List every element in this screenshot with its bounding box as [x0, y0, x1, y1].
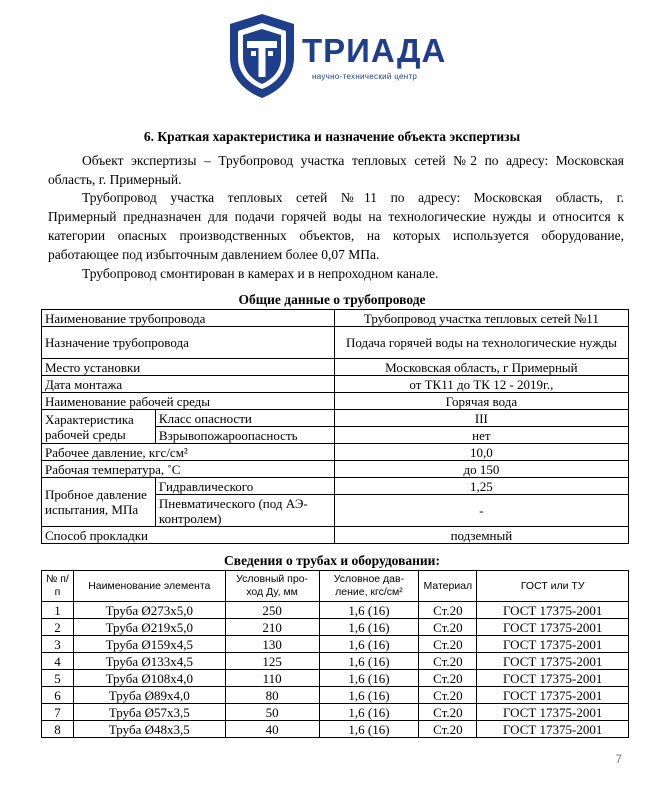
- table-row: [42, 670, 629, 687]
- table-cell: 1,6 (16): [319, 704, 419, 721]
- general-table-title: Общие данные о трубопроводе: [238, 292, 426, 307]
- paragraph-3: [48, 264, 624, 283]
- table-cell: ГОСТ 17375-2001: [477, 721, 629, 738]
- table-row: [42, 619, 629, 636]
- table-row: [42, 478, 629, 495]
- paragraph-line: область, г. Примерный.: [48, 172, 182, 187]
- table-row: [42, 444, 629, 461]
- table-row: [42, 376, 629, 393]
- table-cell: ГОСТ 17375-2001: [477, 687, 629, 704]
- table-cell: Московская область, г Примерный: [334, 359, 628, 376]
- table-cell: ГОСТ 17375-2001: [477, 636, 629, 653]
- page-number: 7: [615, 752, 622, 766]
- table-cell: от ТК11 до ТК 12 - 2019г.,: [334, 376, 628, 393]
- table-cell: Пробное давление испытания, МПа: [42, 478, 156, 527]
- company-logo: [226, 12, 456, 100]
- table-cell: 4: [42, 653, 74, 670]
- table-row: [42, 704, 629, 721]
- table-cell: Подача горячей воды на технологические нужды: [334, 327, 628, 359]
- table-row: [42, 393, 629, 410]
- table-cell: Труба Ø273х5,0: [73, 602, 225, 619]
- table-cell: 50: [225, 704, 319, 721]
- table-row: [42, 359, 629, 376]
- equipment-table: [41, 570, 629, 738]
- table-row: [42, 721, 629, 738]
- table-cell: 110: [225, 670, 319, 687]
- table-cell: 3: [42, 636, 74, 653]
- paragraph-2: [48, 188, 624, 264]
- table-cell: Труба Ø48х3,5: [73, 721, 225, 738]
- table-row: [42, 327, 629, 359]
- paragraph-1: [48, 151, 624, 189]
- table-cell: Наименование рабочей среды: [42, 393, 335, 410]
- column-header: ГОСТ или ТУ: [477, 571, 629, 602]
- table-cell: Способ прокладки: [42, 527, 335, 544]
- paragraph-line: категории опасных производственных объектов, на которых используется оборудование,: [48, 228, 624, 243]
- table-cell: 125: [225, 653, 319, 670]
- shield-icon: [226, 12, 298, 100]
- paragraph-line: Примерный предназначен для подачи горячей воды на технологические нужды и относится к: [48, 209, 624, 224]
- table-cell: Место установки: [42, 359, 335, 376]
- column-header: Условный про-ход Ду, мм: [225, 571, 319, 602]
- table-row: [42, 310, 629, 327]
- table-cell: 1,6 (16): [319, 619, 419, 636]
- table-cell: Рабочее давление, кгс/см²: [42, 444, 335, 461]
- table-cell: Труба Ø159х4,5: [73, 636, 225, 653]
- table-cell: 1,6 (16): [319, 687, 419, 704]
- table-cell: Ст.20: [419, 704, 477, 721]
- table-cell: 130: [225, 636, 319, 653]
- table-header-row: [42, 571, 629, 602]
- table-cell: 1,6 (16): [319, 653, 419, 670]
- table-cell: 8: [42, 721, 74, 738]
- table-cell: Трубопровод участка тепловых сетей №11: [334, 310, 628, 327]
- table-cell: Труба Ø108х4,0: [73, 670, 225, 687]
- table-cell: 1,6 (16): [319, 602, 419, 619]
- table-cell: Взрывопожароопасность: [155, 427, 334, 444]
- table-cell: ГОСТ 17375-2001: [477, 602, 629, 619]
- table-cell: Ст.20: [419, 602, 477, 619]
- column-header: Условное дав-ление, кгс/см²: [319, 571, 419, 602]
- logo-subtitle: научно-технический центр: [312, 72, 418, 81]
- table-cell: до 150: [334, 461, 628, 478]
- table-cell: Ст.20: [419, 670, 477, 687]
- table-cell: Рабочая температура, ˚С: [42, 461, 335, 478]
- column-header: Наименование элемента: [73, 571, 225, 602]
- table-cell: 1,6 (16): [319, 721, 419, 738]
- table-cell: Пневматического (под АЭ-контролем): [155, 495, 334, 527]
- table-cell: III: [334, 410, 628, 427]
- table-cell: 1,25: [334, 478, 628, 495]
- table-cell: 7: [42, 704, 74, 721]
- table-cell: 5: [42, 670, 74, 687]
- table-cell: ГОСТ 17375-2001: [477, 619, 629, 636]
- table-cell: Назначение трубопровода: [42, 327, 335, 359]
- table-cell: 1,6 (16): [319, 636, 419, 653]
- table-cell: 80: [225, 687, 319, 704]
- table-cell: 2: [42, 619, 74, 636]
- table-cell: 6: [42, 687, 74, 704]
- table-cell: 1,6 (16): [319, 670, 419, 687]
- table-cell: 1: [42, 602, 74, 619]
- table-cell: нет: [334, 427, 628, 444]
- table-cell: ГОСТ 17375-2001: [477, 653, 629, 670]
- table-cell: Гидравлического: [155, 478, 334, 495]
- paragraph-line: Объект экспертизы – Трубопровод участка тепловых сетей №2 по адресу: Московская: [82, 153, 624, 168]
- table-row: [42, 602, 629, 619]
- table-cell: Класс опасности: [155, 410, 334, 427]
- table-row: [42, 636, 629, 653]
- table-cell: 10,0: [334, 444, 628, 461]
- table-cell: Ст.20: [419, 687, 477, 704]
- table-cell: подземный: [334, 527, 628, 544]
- table-cell: Характеристика рабочей среды: [42, 410, 156, 444]
- table-cell: ГОСТ 17375-2001: [477, 704, 629, 721]
- section-title: 6. Краткая характеристика и назначение объекта экспертизы: [143, 129, 521, 144]
- table-cell: Ст.20: [419, 619, 477, 636]
- table-row: [42, 461, 629, 478]
- table-row: [42, 410, 629, 427]
- column-header: № п/п: [42, 571, 74, 602]
- table-cell: -: [334, 495, 628, 527]
- table-cell: Труба Ø89х4,0: [73, 687, 225, 704]
- table-cell: Горячая вода: [334, 393, 628, 410]
- table-cell: Наименование трубопровода: [42, 310, 335, 327]
- table-cell: Труба Ø219х5,0: [73, 619, 225, 636]
- equipment-table-body: [42, 602, 629, 738]
- table-cell: Ст.20: [419, 653, 477, 670]
- paragraph-line: работающее под избыточным давлением более 0,07 МПа.: [48, 247, 380, 262]
- table-cell: 40: [225, 721, 319, 738]
- table-row: [42, 527, 629, 544]
- table-cell: 250: [225, 602, 319, 619]
- table-cell: Труба Ø133х4,5: [73, 653, 225, 670]
- table-cell: Дата монтажа: [42, 376, 335, 393]
- table-row: [42, 687, 629, 704]
- table-cell: Труба Ø57х3,5: [73, 704, 225, 721]
- table-cell: ГОСТ 17375-2001: [477, 670, 629, 687]
- paragraph-line: Трубопровод участка тепловых сетей №11 по адресу: Московская область, г.: [82, 190, 624, 205]
- column-header: Материал: [419, 571, 477, 602]
- table-row: [42, 653, 629, 670]
- general-data-table: [41, 309, 629, 544]
- table-cell: 210: [225, 619, 319, 636]
- logo-brand-name: ТРИАДА: [302, 32, 447, 69]
- table-cell: Ст.20: [419, 636, 477, 653]
- paragraph-line: Трубопровод смонтирован в камерах и в непроходном канале.: [82, 266, 439, 281]
- equipment-table-title: Сведения о трубах и оборудовании:: [224, 553, 440, 568]
- table-cell: Ст.20: [419, 721, 477, 738]
